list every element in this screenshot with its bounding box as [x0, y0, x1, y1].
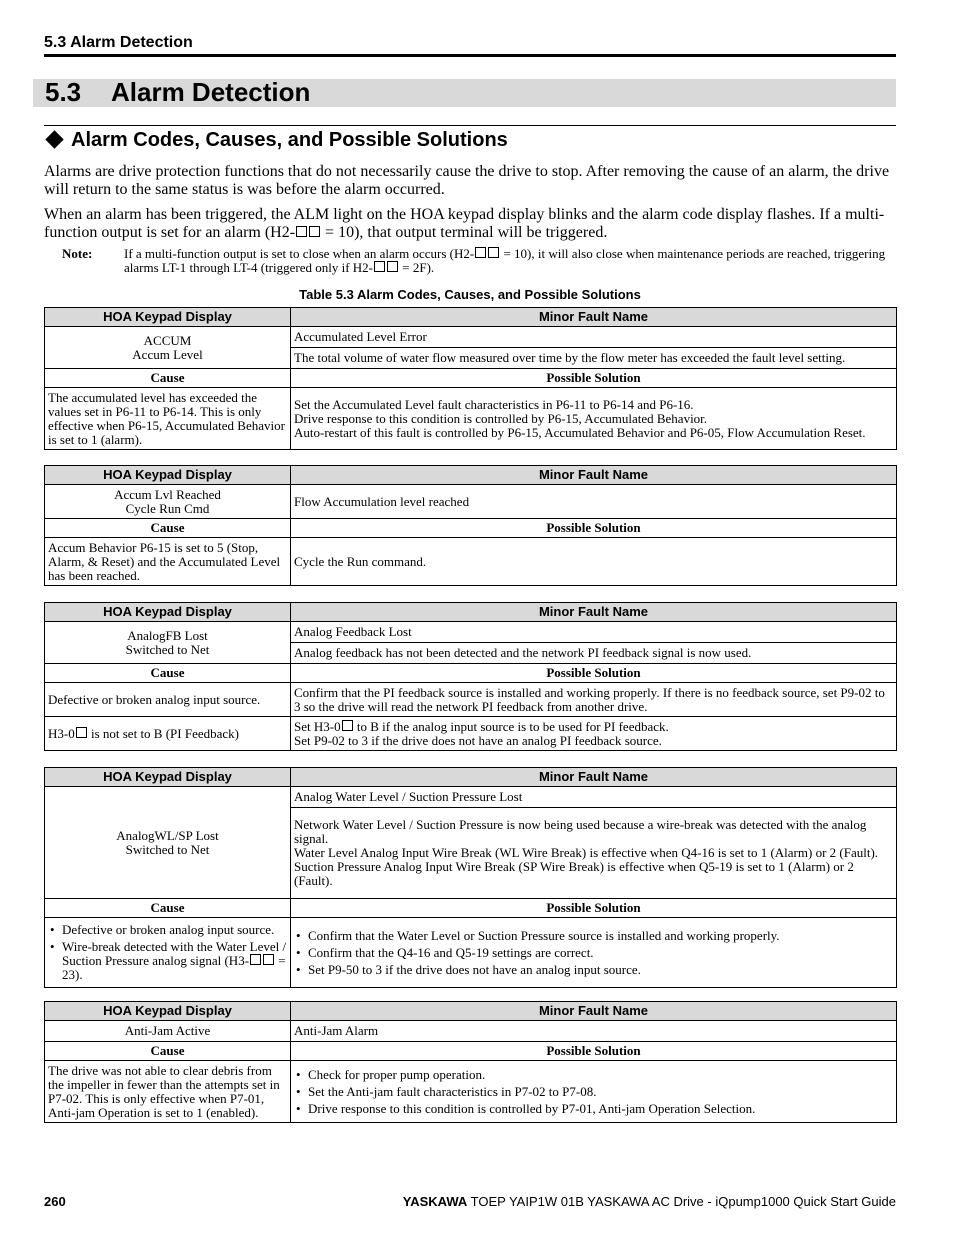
placeholder-box-icon — [309, 226, 320, 237]
subsection-title: Alarm Codes, Causes, and Possible Solutions — [71, 129, 508, 151]
keypad-display-cell — [45, 622, 291, 664]
cause-solution-header-row — [45, 369, 897, 388]
placeholder-box-icon — [374, 261, 385, 272]
keypad-display-cell — [45, 485, 291, 519]
fault-name-cell: Flow Accumulation level reached — [291, 485, 897, 519]
header-fault-name: Minor Fault Name — [291, 466, 897, 485]
footer-doc-text: TOEP YAIP1W 01B YASKAWA AC Drive - iQpump1000 Quick Start Guide — [467, 1194, 896, 1209]
note-label: Note: — [62, 246, 93, 261]
diamond-bullet-icon — [45, 131, 63, 149]
solution-header: Possible Solution — [291, 369, 897, 388]
alarm-table-accum — [44, 307, 897, 450]
solution-list — [294, 1068, 893, 1116]
page-number: 260 — [44, 1194, 66, 1209]
note — [62, 247, 898, 275]
section-title-text: Alarm Detection — [111, 77, 311, 107]
fault-description-cell — [291, 808, 897, 899]
cause-header: Cause — [45, 369, 291, 388]
display-line: Switched to Net — [125, 641, 210, 657]
cause-cell: Defective or broken analog input source. — [45, 683, 291, 717]
header-fault-name: Minor Fault Name — [291, 1002, 897, 1021]
solution-header: Possible Solution — [291, 519, 897, 538]
subsection-heading — [44, 129, 508, 152]
display-line: Accum Level — [132, 346, 203, 362]
table-header-row — [45, 308, 897, 327]
placeholder-box-icon — [488, 247, 499, 258]
footer-brand: YASKAWA — [402, 1194, 468, 1209]
alarm-table-anti-jam-active — [44, 1001, 897, 1123]
section-number: 5.3 — [45, 77, 82, 107]
display-line: AnalogFB Lost — [127, 627, 208, 643]
intro-text: When an alarm has been triggered, the ALM light on the HOA keypad display blinks and the alarm code display flashes. If a multi-function output is set for an alarm (H2- — [44, 206, 885, 241]
display-line: Switched to Net — [125, 841, 210, 857]
alarm-table-accum-lvl-reached — [44, 465, 897, 586]
cause-header: Cause — [45, 1042, 291, 1061]
cause-header: Cause — [45, 519, 291, 538]
cause-list — [48, 923, 287, 982]
placeholder-box-icon — [342, 720, 353, 731]
list-item: • Set P9-50 to 3 if the drive does not have an analog input source. — [294, 963, 893, 977]
placeholder-box-icon — [387, 261, 398, 272]
solution-cell: Cycle the Run command. — [291, 538, 897, 586]
table-header-row — [45, 603, 897, 622]
header-display: HOA Keypad Display — [45, 466, 291, 485]
placeholder-box-icon — [76, 727, 87, 738]
header-display: HOA Keypad Display — [45, 603, 291, 622]
cause-text: is not set to B (PI Feedback) — [87, 725, 240, 741]
solution-list — [294, 929, 893, 977]
header-display: HOA Keypad Display — [45, 768, 291, 787]
cause-header: Cause — [45, 899, 291, 918]
solution-cell — [291, 717, 897, 751]
solution-cell — [291, 388, 897, 450]
cause-cell — [45, 918, 291, 988]
table-header-row — [45, 768, 897, 787]
cause-text: = 23). — [62, 953, 286, 982]
description-line: Suction Pressure Analog Input Wire Break (SP Wire Break) is effective when Q5-19 is set to 1 (Alarm) or 2 (Fault). — [294, 859, 854, 888]
solution-line: Set P9-02 to 3 if the drive does not have an analog PI feedback source. — [294, 732, 662, 748]
table-header-row — [45, 466, 897, 485]
cause-cell: The accumulated level has exceeded the values set in P6-11 to P6-14. This is only effective when P6-15, Accumulated Behavior is set to 1 (alarm). — [45, 388, 291, 450]
cause-cell: The drive was not able to clear debris from the impeller in fewer than the attempts set in P7-02. This is only effective when P7-01, Anti-jam Operation is set to 1 (enabled). — [45, 1061, 291, 1123]
list-item: • Drive response to this condition is controlled by P7-01, Anti-jam Operation Selection. — [294, 1102, 893, 1116]
display-line: AnalogWL/SP Lost — [116, 827, 219, 843]
header-display: HOA Keypad Display — [45, 1002, 291, 1021]
display-line: Cycle Run Cmd — [125, 500, 210, 516]
section-title — [45, 77, 310, 108]
fault-name-cell: Analog Water Level / Suction Pressure Lost — [291, 787, 897, 808]
placeholder-box-icon — [296, 226, 307, 237]
list-item — [48, 940, 287, 982]
list-item: • Set the Anti-jam fault characteristics in P7-02 to P7-08. — [294, 1085, 893, 1099]
solution-line: Set the Accumulated Level fault characteristics in P6-11 to P6-14 and P6-16. — [294, 396, 694, 412]
table-header-row — [45, 1002, 897, 1021]
solution-header: Possible Solution — [291, 899, 897, 918]
fault-name-cell: Anti-Jam Alarm — [291, 1021, 897, 1042]
note-text-part: If a multi-function output is set to close when an alarm occurs (H2- — [124, 246, 475, 261]
note-text — [124, 247, 898, 275]
description-line: Water Level Analog Input Wire Break (WL Wire Break) is effective when Q4-16 is set to 1 (Alarm) or 2 (Fault). — [294, 845, 879, 860]
list-item: • Defective or broken analog input source. — [48, 923, 287, 937]
fault-description-cell: Analog feedback has not been detected and the network PI feedback signal is now used. — [291, 643, 897, 664]
intro-paragraph-2 — [44, 206, 900, 241]
solution-line: Drive response to this condition is controlled by P6-15, Accumulated Behavior. — [294, 410, 708, 426]
placeholder-box-icon — [263, 954, 274, 965]
footer-doc-title — [403, 1194, 896, 1209]
solution-cell — [291, 1061, 897, 1123]
keypad-display-cell: Anti-Jam Active — [45, 1021, 291, 1042]
keypad-display-cell — [45, 787, 291, 899]
placeholder-box-icon — [250, 954, 261, 965]
cause-cell — [45, 717, 291, 751]
solution-header: Possible Solution — [291, 664, 897, 683]
cause-text: Wire-break detected with the Water Level / Suction Pressure analog signal (H3- — [62, 939, 287, 968]
alarm-table-analogfb-lost — [44, 602, 897, 751]
cause-solution-header-row — [45, 664, 897, 683]
list-item: • Check for proper pump operation. — [294, 1068, 893, 1082]
solution-cell — [291, 918, 897, 988]
note-text-part: = 10), it will also close when maintenance periods are reached, triggering alarms LT-1 through LT-4 (triggered only if H2- — [124, 246, 886, 275]
display-line: ACCUM — [143, 332, 192, 348]
cause-text: H3-0 — [48, 725, 75, 741]
header-fault-name: Minor Fault Name — [291, 603, 897, 622]
cause-solution-header-row — [45, 899, 897, 918]
description-line: Network Water Level / Suction Pressure is now being used because a wire-break was detected with the analog signal. — [294, 817, 867, 846]
fault-name-cell: Accumulated Level Error — [291, 327, 897, 348]
header-display: HOA Keypad Display — [45, 308, 291, 327]
solution-cell: Confirm that the PI feedback source is installed and working properly. If there is no feedback source, set P9-02 to 3 so the drive will read the network PI feedback from another drive. — [291, 683, 897, 717]
cause-solution-header-row — [45, 1042, 897, 1061]
header-fault-name: Minor Fault Name — [291, 768, 897, 787]
list-item: • Confirm that the Water Level or Suction Pressure source is installed and working properly. — [294, 929, 893, 943]
solution-text: Set H3-0 — [294, 718, 341, 734]
section-rule — [44, 125, 896, 126]
alarm-table-analogwl-sp-lost — [44, 767, 897, 988]
intro-paragraph-1: Alarms are drive protection functions that do not necessarily cause the drive to stop. After removing the cause of an alarm, the drive will return to the same status is was before the alarm occurred. — [44, 163, 890, 198]
header-fault-name: Minor Fault Name — [291, 308, 897, 327]
table-caption: Table 5.3 Alarm Codes, Causes, and Possible Solutions — [299, 287, 641, 302]
fault-name-cell: Analog Feedback Lost — [291, 622, 897, 643]
cause-solution-header-row — [45, 519, 897, 538]
list-item: • Confirm that the Q4-16 and Q5-19 settings are correct. — [294, 946, 893, 960]
fault-description-cell: The total volume of water flow measured over time by the flow meter has exceeded the fault level setting. — [291, 348, 897, 369]
solution-header: Possible Solution — [291, 1042, 897, 1061]
solution-line — [294, 720, 893, 734]
cause-cell: Accum Behavior P6-15 is set to 5 (Stop, Alarm, & Reset) and the Accumulated Level has been reached. — [45, 538, 291, 586]
note-text-part: = 2F). — [399, 260, 435, 275]
running-head: 5.3 Alarm Detection — [44, 34, 896, 57]
placeholder-box-icon — [475, 247, 486, 258]
solution-text: to B if the analog input source is to be used for PI feedback. — [353, 718, 669, 734]
keypad-display-cell — [45, 327, 291, 369]
solution-line: Auto-restart of this fault is controlled by P6-15, Accumulated Behavior and P6-05, Flow Accumulation Reset. — [294, 424, 866, 440]
intro-text: = 10), that output terminal will be triggered. — [321, 223, 608, 241]
cause-header: Cause — [45, 664, 291, 683]
display-line: Accum Lvl Reached — [114, 486, 221, 502]
